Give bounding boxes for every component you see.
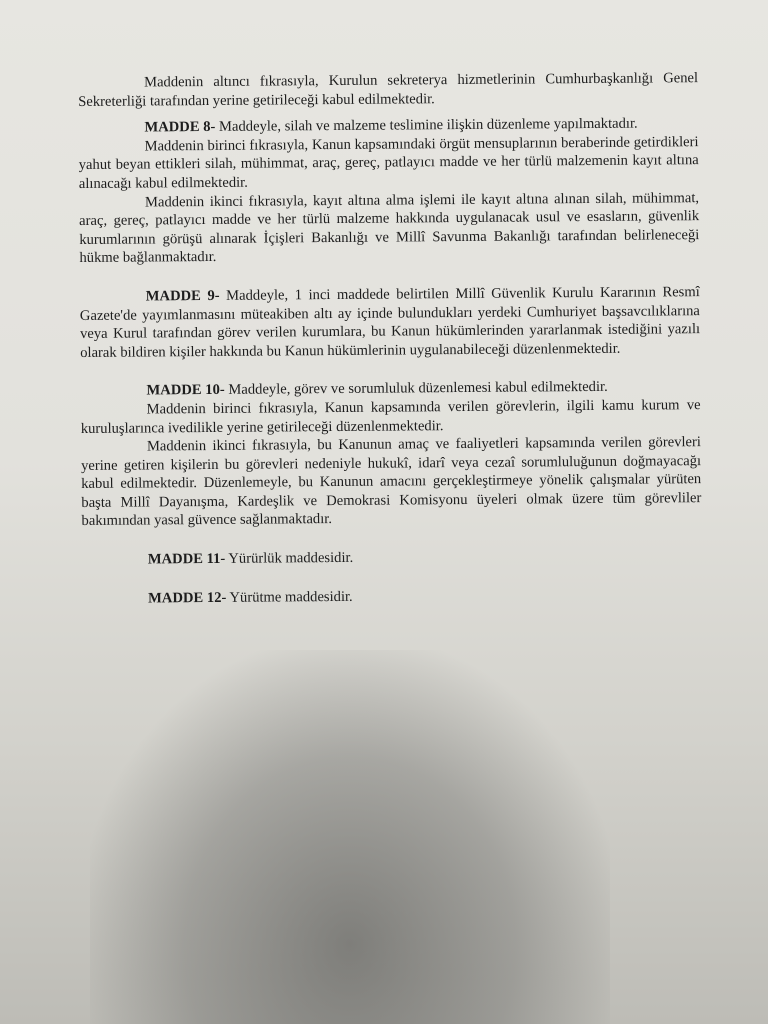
madde-8-paragraph-2: Maddenin ikinci fıkrasıyla, kayıt altına alma işlemi ile kayıt altına alınan silah, mühimmat, araç, gereç, patlayıcı madde ve her türlü malzeme hakkında uygulanacak usul ve esasların, güvenlik kurumlarının görüşü alınarak İçişleri Bakanlığı ve Millî Savunma Bakanlığı tarafından belirleneceği hükme bağlanmaktadır. xyxy=(79,189,700,267)
madde-11-title: MADDE 11- xyxy=(147,550,226,568)
document-page xyxy=(78,69,702,608)
madde-10-paragraph-2: Maddenin ikinci fıkrasıyla, bu Kanunun amaç ve faaliyetleri kapsamında verilen görevleri yerine getiren kişilerin bu görevleri nedeniyle hukukî, idarî veya cezaî sorumluluğunun doğmayacağı kabul edilmektedir. Düzenlemeyle, bu Kanunun amacını gerçekleştirmeye yönelik çalışmalar yürüten başta Millî Dayanışma, Kardeşlik ve Demokrasi Komisyonu üyeleri olmak üzere tüm görevliler bakımından yasal güvence sağlanmaktadır. xyxy=(81,434,702,530)
photo-shadow xyxy=(90,650,610,1024)
madde-9-text: Maddeyle, 1 inci maddede belirtilen Millî Güvenlik Kurulu Kararının Resmî Gazete'de yayımlanmasını müteakiben altı ay içinde bulundukları yerdeki Cumhuriyet başsavcılıklarına veya Kurul tarafından görev verilen kurumlara, bu Kanun hükümlerinden yararlanmak istediğini yazılı olarak bildiren kişiler hakkında bu Kanun hükümlerinin uygulanabileceği düzenlenmektedir. xyxy=(79,284,701,361)
madde-9-intro xyxy=(80,283,701,362)
madde-8-paragraph-1: Maddenin birinci fıkrasıyla, Kanun kapsamındaki örgüt mensuplarının beraberinde getirdikleri yahut beyan ettikleri silah, mühimmat, araç, gereç, patlayıcı madde ve her türlü malzemenin kayıt altına alınacağı kabul edilmektedir. xyxy=(78,133,699,192)
madde-8-text: Maddeyle, silah ve malzeme teslimine ilişkin düzenleme yapılmaktadır. xyxy=(218,115,638,136)
madde-10-paragraph-1: Maddenin birinci fıkrasıyla, Kanun kapsamında verilen görevlerin, ilgili kamu kurum ve kuruluşlarınca ivedilikle yerine getirileceği düzenlenmektedir. xyxy=(80,397,701,437)
madde-8-title: MADDE 8- xyxy=(144,119,216,136)
madde-12 xyxy=(82,585,702,608)
madde-10-text: Maddeyle, görev ve sorumluluk düzenlemesi kabul edilmektedir. xyxy=(228,379,608,399)
paragraph-kurul-sekreterya: Maddenin altıncı fıkrasıyla, Kurulun sekreterya hizmetlerinin Cumhurbaşkanlığı Genel Sekreterliği tarafından yerine getirileceği kabul edilmektedir. xyxy=(78,70,699,110)
madde-11-text: Yürürlük maddesidir. xyxy=(228,549,354,567)
madde-11 xyxy=(82,546,702,569)
madde-12-text: Yürütme maddesidir. xyxy=(229,588,353,606)
madde-12-title: MADDE 12- xyxy=(148,589,227,607)
madde-9-title: MADDE 9- xyxy=(145,287,220,305)
madde-10-title: MADDE 10- xyxy=(146,382,225,399)
